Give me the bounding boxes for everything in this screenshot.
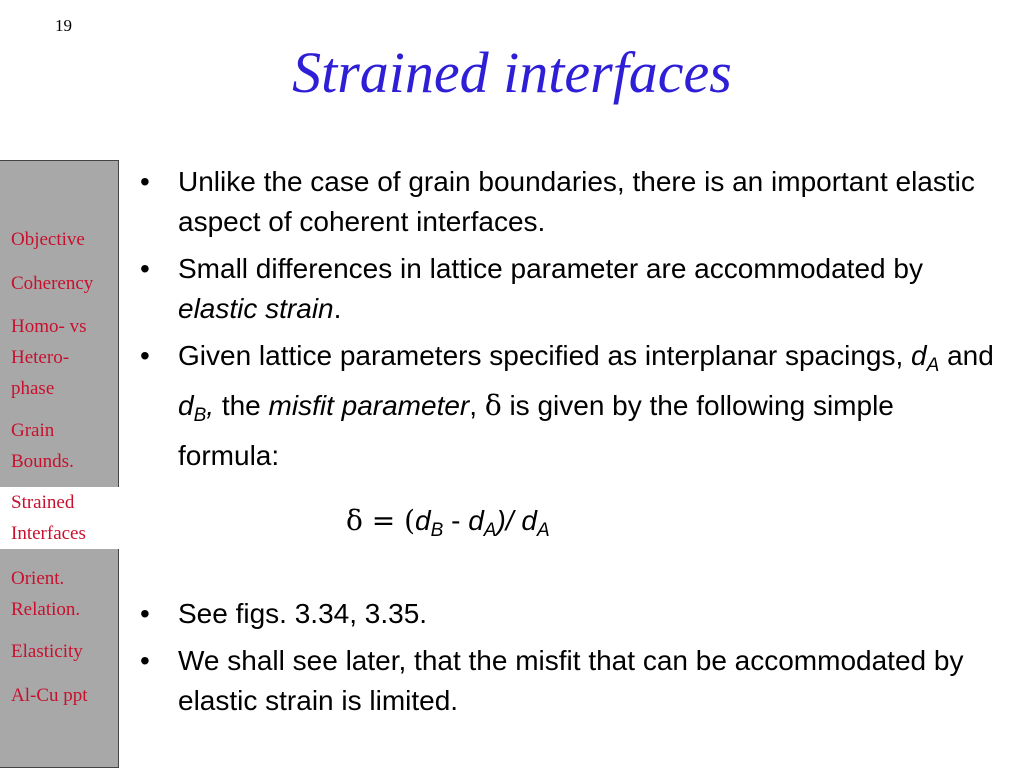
sidebar-item-objective[interactable]: Objective	[11, 229, 85, 250]
bullet-lattice-parameter	[140, 249, 1000, 329]
bullet-text: Given lattice parameters specified as interplanar spacings,	[178, 340, 912, 371]
slide-number: 19	[55, 16, 72, 35]
bullet-list	[140, 162, 1000, 483]
misfit-formula	[346, 504, 550, 542]
bullet-dot: •	[140, 253, 150, 284]
bullet-text-the: the	[214, 390, 269, 421]
bullet-text: Small differences in lattice parameter are accommodated by	[178, 253, 923, 284]
sidebar-item-coherency[interactable]: Coherency	[11, 273, 94, 294]
sidebar-item-strained-interfaces[interactable]: Strained Interfaces	[0, 487, 119, 549]
emphasis-elastic-strain: elastic strain	[178, 293, 334, 324]
subscript-b: B	[193, 405, 207, 426]
bullet-text: We shall see later, that the misfit that can be accommodated by elastic strain is limited.	[178, 645, 964, 716]
formula-subscript-a: A	[536, 520, 550, 541]
bullet-misfit-limited	[140, 641, 1000, 721]
subscript-a: A	[926, 355, 940, 376]
var-d: d	[911, 340, 927, 371]
formula-var-d: d	[521, 505, 537, 536]
bullet-see-figs	[140, 594, 1000, 634]
formula-close: )/	[496, 505, 522, 536]
sidebar-nav	[0, 160, 119, 768]
formula-subscript-a: A	[483, 520, 497, 541]
comma: ,	[469, 390, 485, 421]
formula-var-d: d	[415, 505, 431, 536]
bullet-misfit-parameter	[140, 336, 1000, 476]
delta-symbol: δ	[484, 389, 502, 422]
emphasis-misfit-parameter: misfit parameter	[268, 390, 470, 421]
formula-lhs: δ = (	[346, 504, 416, 537]
sidebar-item-elasticity[interactable]: Elasticity	[11, 641, 83, 662]
sidebar-item-orient-relation[interactable]: Orient. Relation.	[11, 568, 81, 620]
sidebar-item-grain-bounds[interactable]: Grain Bounds.	[11, 420, 74, 472]
formula-subscript-b: B	[430, 520, 444, 541]
comma: ,	[206, 390, 215, 421]
sidebar-item-al-cu-ppt[interactable]: Al-Cu ppt	[11, 685, 88, 706]
sidebar-item-homo-vs-hetero-phase[interactable]: Homo- vs Hetero- phase	[11, 316, 87, 399]
formula-minus: -	[443, 505, 469, 536]
bullet-text: See figs. 3.34, 3.35.	[178, 598, 428, 629]
bullet-dot: •	[140, 598, 150, 629]
bullet-grain-boundaries	[140, 162, 1000, 242]
bullet-text-and: and	[939, 340, 994, 371]
bullet-text: Unlike the case of grain boundaries, there is an important elastic aspect of coherent interfaces.	[178, 166, 975, 237]
bullet-dot: •	[140, 340, 150, 371]
formula-var-d: d	[468, 505, 484, 536]
bullet-list-lower	[140, 594, 1000, 728]
bullet-dot: •	[140, 166, 150, 197]
bullet-text-end: .	[333, 293, 342, 324]
bullet-dot: •	[140, 645, 150, 676]
slide-title: Strained interfaces	[292, 40, 732, 105]
bullet-text-end: is given by the following simple formula:	[178, 390, 894, 471]
var-d: d	[178, 390, 194, 421]
